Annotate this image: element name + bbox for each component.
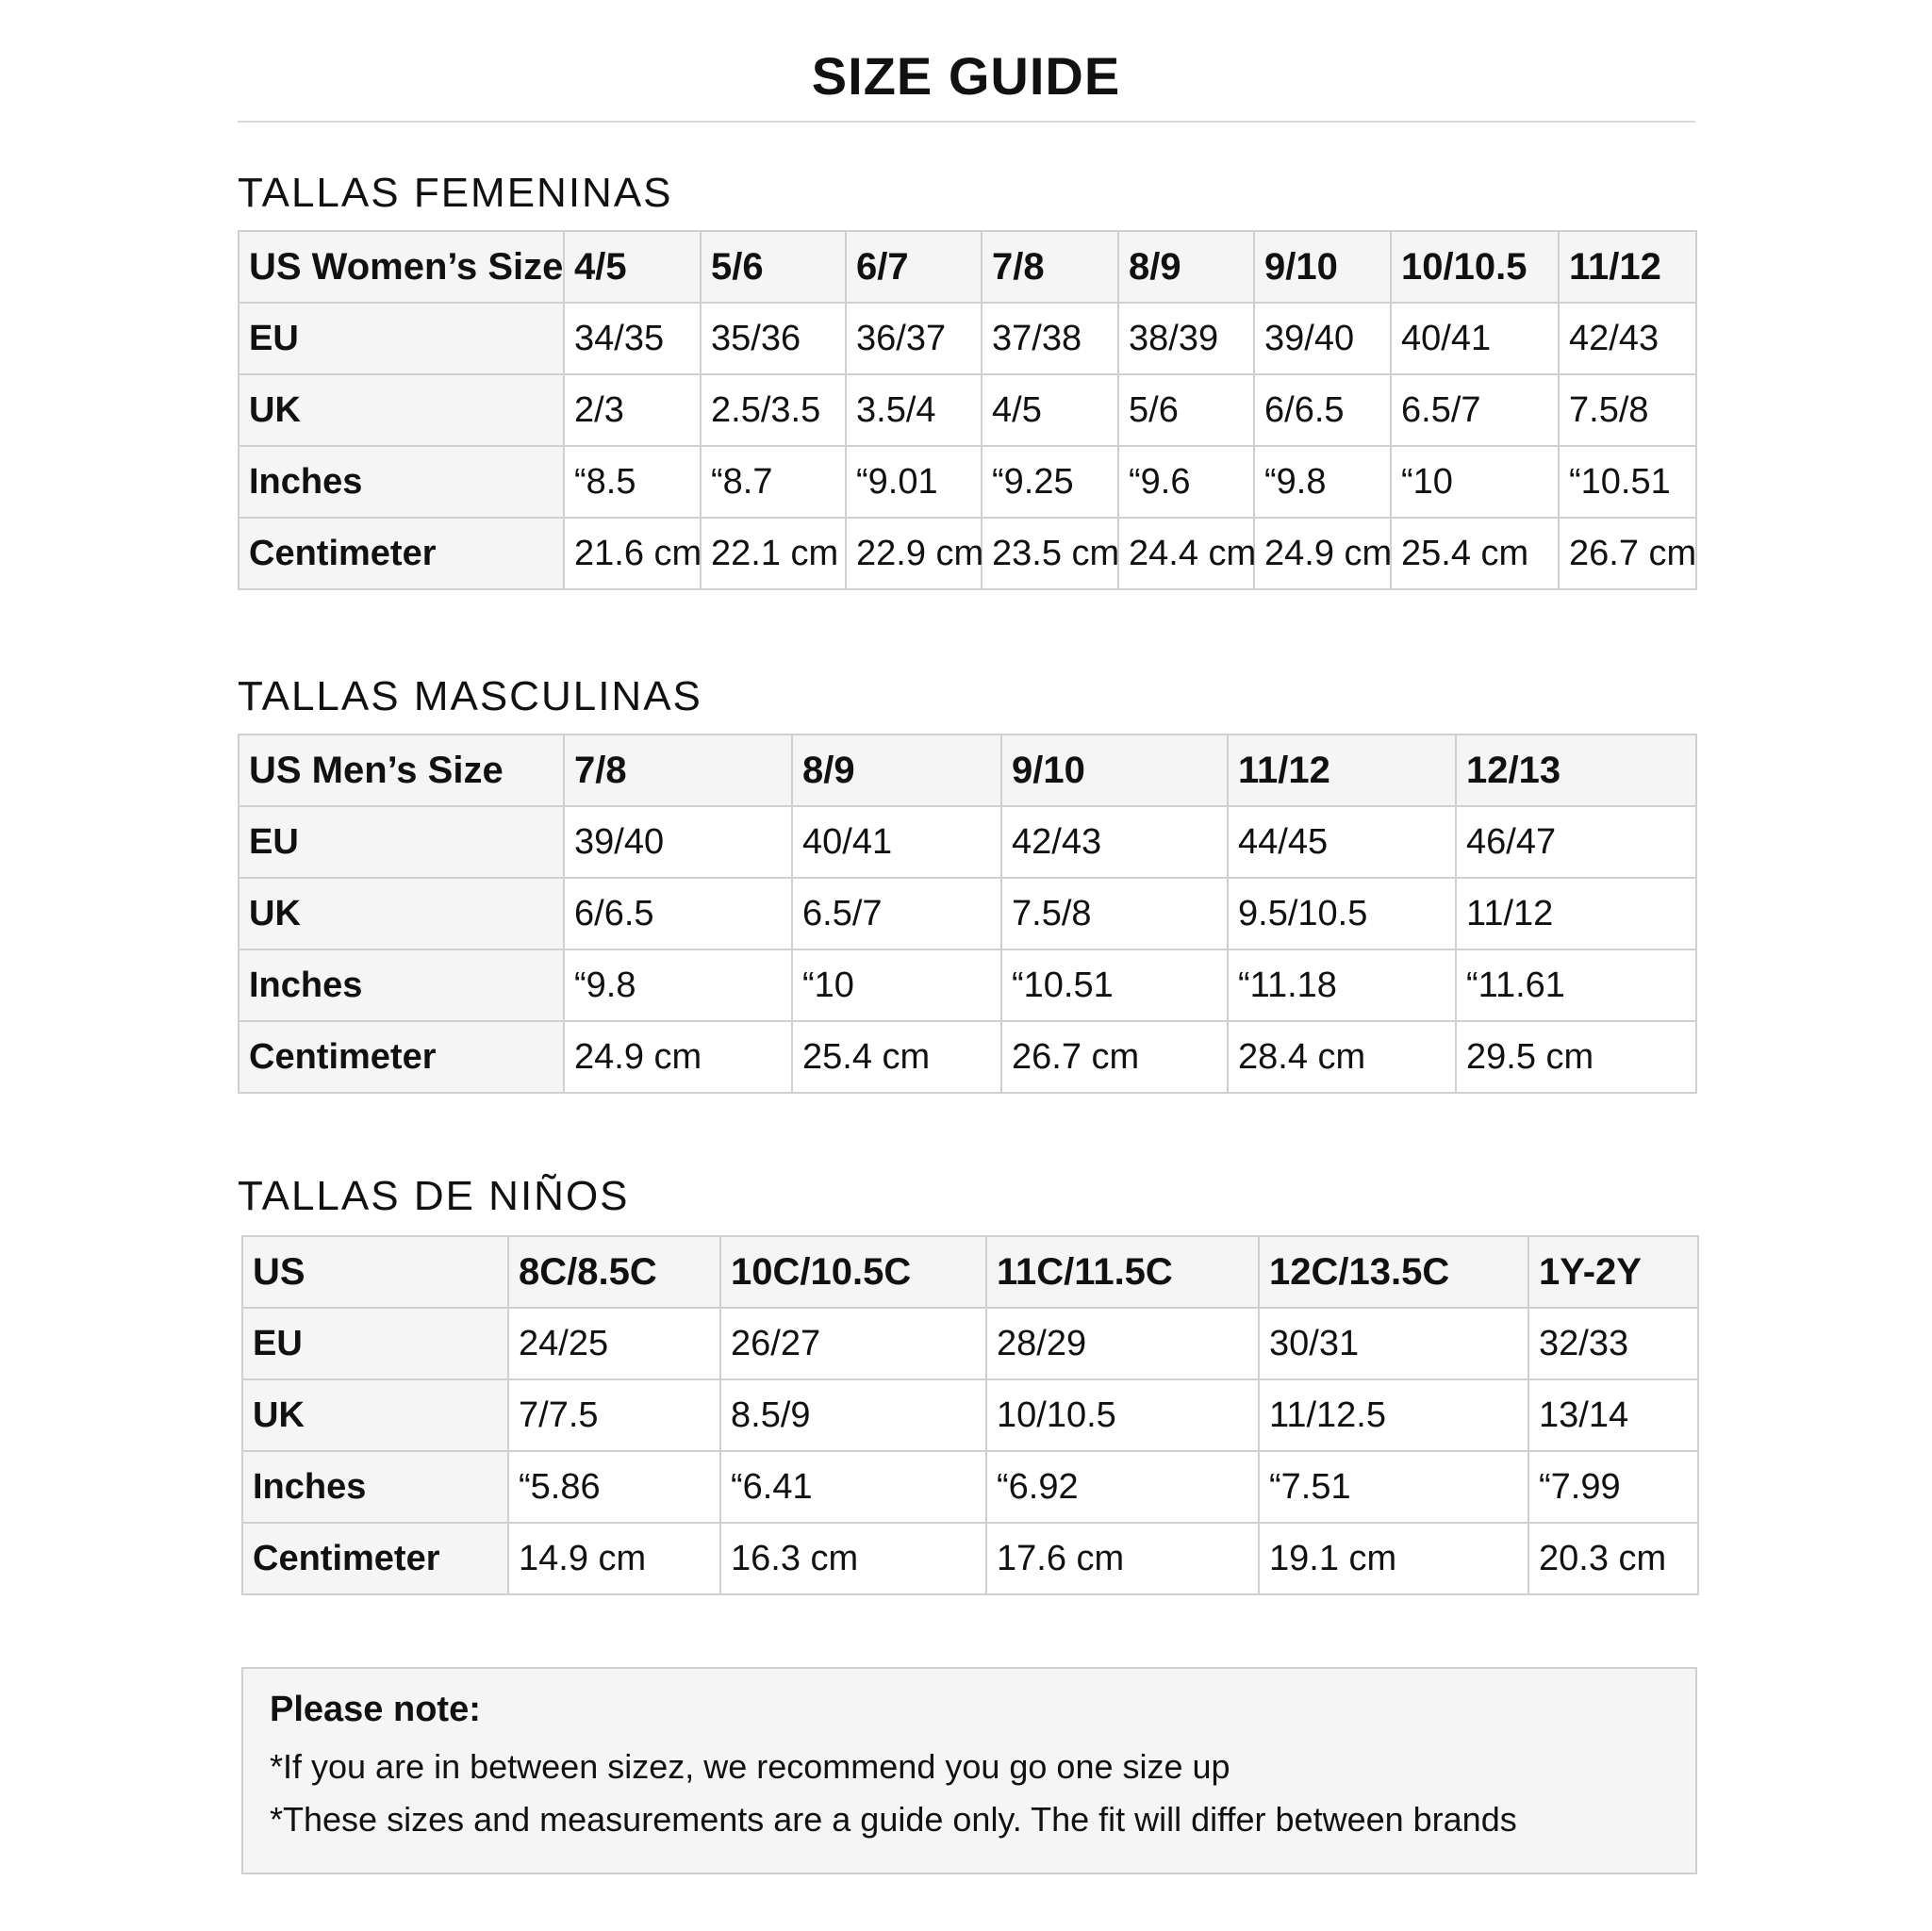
table-cell: 24.9 cm [564, 1021, 792, 1093]
table-cell: 46/47 [1456, 806, 1696, 878]
table-header-row [239, 231, 1696, 303]
table-cell: 39/40 [1254, 303, 1391, 374]
table-cell: 24.4 cm [1118, 518, 1254, 589]
row-label: UK [239, 374, 564, 446]
table-cell: 22.9 cm [846, 518, 982, 589]
row-label: UK [242, 1379, 508, 1451]
table-cell: 35/36 [701, 303, 846, 374]
table-cell: “9.8 [564, 949, 792, 1021]
men-section-title: TALLAS MASCULINAS [238, 673, 702, 719]
table-cell: “8.7 [701, 446, 846, 518]
table-cell: 21.6 cm [564, 518, 701, 589]
row-label: UK [239, 878, 564, 949]
table-cell: 25.4 cm [1391, 518, 1559, 589]
table-cell: “6.92 [986, 1451, 1259, 1523]
row-label: US [242, 1236, 508, 1308]
table-row [239, 374, 1696, 446]
table-cell: 22.1 cm [701, 518, 846, 589]
table-row [242, 1523, 1698, 1594]
table-cell: “10.51 [1001, 949, 1228, 1021]
size-header-cell: 11/12 [1228, 734, 1456, 806]
table-cell: 24.9 cm [1254, 518, 1391, 589]
table-cell: “5.86 [508, 1451, 720, 1523]
table-cell: 17.6 cm [986, 1523, 1259, 1594]
table-cell: 11/12.5 [1259, 1379, 1528, 1451]
table-row [239, 949, 1696, 1021]
row-label: Inches [239, 446, 564, 518]
size-header-cell: 12/13 [1456, 734, 1696, 806]
table-cell: 26.7 cm [1559, 518, 1696, 589]
size-header-cell: 7/8 [564, 734, 792, 806]
size-header-cell: 11/12 [1559, 231, 1696, 303]
table-cell: 42/43 [1001, 806, 1228, 878]
row-label: Centimeter [239, 518, 564, 589]
table-cell: 19.1 cm [1259, 1523, 1528, 1594]
table-cell: 5/6 [1118, 374, 1254, 446]
men-size-table [238, 734, 1697, 1094]
table-cell: 44/45 [1228, 806, 1456, 878]
table-cell: 10/10.5 [986, 1379, 1259, 1451]
size-header-cell: 7/8 [982, 231, 1118, 303]
table-cell: 29.5 cm [1456, 1021, 1696, 1093]
kids-size-table [241, 1235, 1699, 1595]
row-label: Centimeter [239, 1021, 564, 1093]
table-cell: 13/14 [1528, 1379, 1698, 1451]
note-title: Please note: [270, 1690, 481, 1729]
table-cell: 40/41 [1391, 303, 1559, 374]
table-cell: “8.5 [564, 446, 701, 518]
note-line: *If you are in between sizez, we recommend you go one size up [270, 1747, 1230, 1786]
table-cell: 28.4 cm [1228, 1021, 1456, 1093]
row-label: Centimeter [242, 1523, 508, 1594]
table-row [242, 1308, 1698, 1379]
table-cell: 7.5/8 [1559, 374, 1696, 446]
table-row [242, 1451, 1698, 1523]
table-cell: “7.51 [1259, 1451, 1528, 1523]
row-label: EU [239, 303, 564, 374]
row-label: US Women’s Size [239, 231, 564, 303]
table-cell: 7/7.5 [508, 1379, 720, 1451]
table-cell: 34/35 [564, 303, 701, 374]
table-cell: 26.7 cm [1001, 1021, 1228, 1093]
table-cell: 39/40 [564, 806, 792, 878]
size-header-cell: 12C/13.5C [1259, 1236, 1528, 1308]
row-label: Inches [239, 949, 564, 1021]
table-cell: 7.5/8 [1001, 878, 1228, 949]
table-cell: 20.3 cm [1528, 1523, 1698, 1594]
size-header-cell: 5/6 [701, 231, 846, 303]
table-cell: 25.4 cm [792, 1021, 1001, 1093]
table-cell: 2/3 [564, 374, 701, 446]
women-section-title: TALLAS FEMENINAS [238, 170, 673, 216]
note-line: *These sizes and measurements are a guide only. The fit will differ between brands [270, 1800, 1517, 1839]
size-header-cell: 10/10.5 [1391, 231, 1559, 303]
table-cell: “9.25 [982, 446, 1118, 518]
table-cell: 28/29 [986, 1308, 1259, 1379]
table-cell: 42/43 [1559, 303, 1696, 374]
table-cell: 16.3 cm [720, 1523, 986, 1594]
table-cell: 6.5/7 [1391, 374, 1559, 446]
table-row [239, 518, 1696, 589]
table-cell: 23.5 cm [982, 518, 1118, 589]
table-cell: “10 [1391, 446, 1559, 518]
table-cell: 6/6.5 [564, 878, 792, 949]
table-cell: 11/12 [1456, 878, 1696, 949]
row-label: EU [239, 806, 564, 878]
table-cell: 38/39 [1118, 303, 1254, 374]
size-header-cell: 6/7 [846, 231, 982, 303]
table-cell: 36/37 [846, 303, 982, 374]
row-label: US Men’s Size [239, 734, 564, 806]
table-row [242, 1379, 1698, 1451]
table-cell: 8.5/9 [720, 1379, 986, 1451]
table-cell: 6/6.5 [1254, 374, 1391, 446]
table-cell: 32/33 [1528, 1308, 1698, 1379]
table-cell: “11.61 [1456, 949, 1696, 1021]
row-label: Inches [242, 1451, 508, 1523]
size-header-cell: 1Y-2Y [1528, 1236, 1698, 1308]
table-cell: “7.99 [1528, 1451, 1698, 1523]
table-cell: “10.51 [1559, 446, 1696, 518]
table-header-row [239, 734, 1696, 806]
table-cell: 4/5 [982, 374, 1118, 446]
table-row [239, 446, 1696, 518]
table-cell: “9.01 [846, 446, 982, 518]
table-cell: “10 [792, 949, 1001, 1021]
table-cell: 3.5/4 [846, 374, 982, 446]
size-header-cell: 11C/11.5C [986, 1236, 1259, 1308]
size-header-cell: 8/9 [792, 734, 1001, 806]
page-title: SIZE GUIDE [811, 46, 1121, 106]
size-header-cell: 4/5 [564, 231, 701, 303]
title-divider [238, 121, 1695, 123]
table-cell: 40/41 [792, 806, 1001, 878]
size-header-cell: 9/10 [1254, 231, 1391, 303]
size-header-cell: 8C/8.5C [508, 1236, 720, 1308]
table-cell: 6.5/7 [792, 878, 1001, 949]
table-row [239, 878, 1696, 949]
table-header-row [242, 1236, 1698, 1308]
table-cell: “6.41 [720, 1451, 986, 1523]
table-cell: 9.5/10.5 [1228, 878, 1456, 949]
table-cell: “9.8 [1254, 446, 1391, 518]
size-header-cell: 9/10 [1001, 734, 1228, 806]
table-cell: 24/25 [508, 1308, 720, 1379]
size-header-cell: 8/9 [1118, 231, 1254, 303]
table-row [239, 806, 1696, 878]
women-size-table [238, 230, 1697, 590]
table-cell: 26/27 [720, 1308, 986, 1379]
table-row [239, 303, 1696, 374]
size-header-cell: 10C/10.5C [720, 1236, 986, 1308]
table-cell: 14.9 cm [508, 1523, 720, 1594]
table-cell: “11.18 [1228, 949, 1456, 1021]
table-cell: 2.5/3.5 [701, 374, 846, 446]
table-cell: 30/31 [1259, 1308, 1528, 1379]
table-cell: “9.6 [1118, 446, 1254, 518]
kids-section-title: TALLAS DE NIÑOS [238, 1173, 630, 1219]
row-label: EU [242, 1308, 508, 1379]
table-row [239, 1021, 1696, 1093]
table-cell: 37/38 [982, 303, 1118, 374]
note-box [241, 1667, 1697, 1874]
